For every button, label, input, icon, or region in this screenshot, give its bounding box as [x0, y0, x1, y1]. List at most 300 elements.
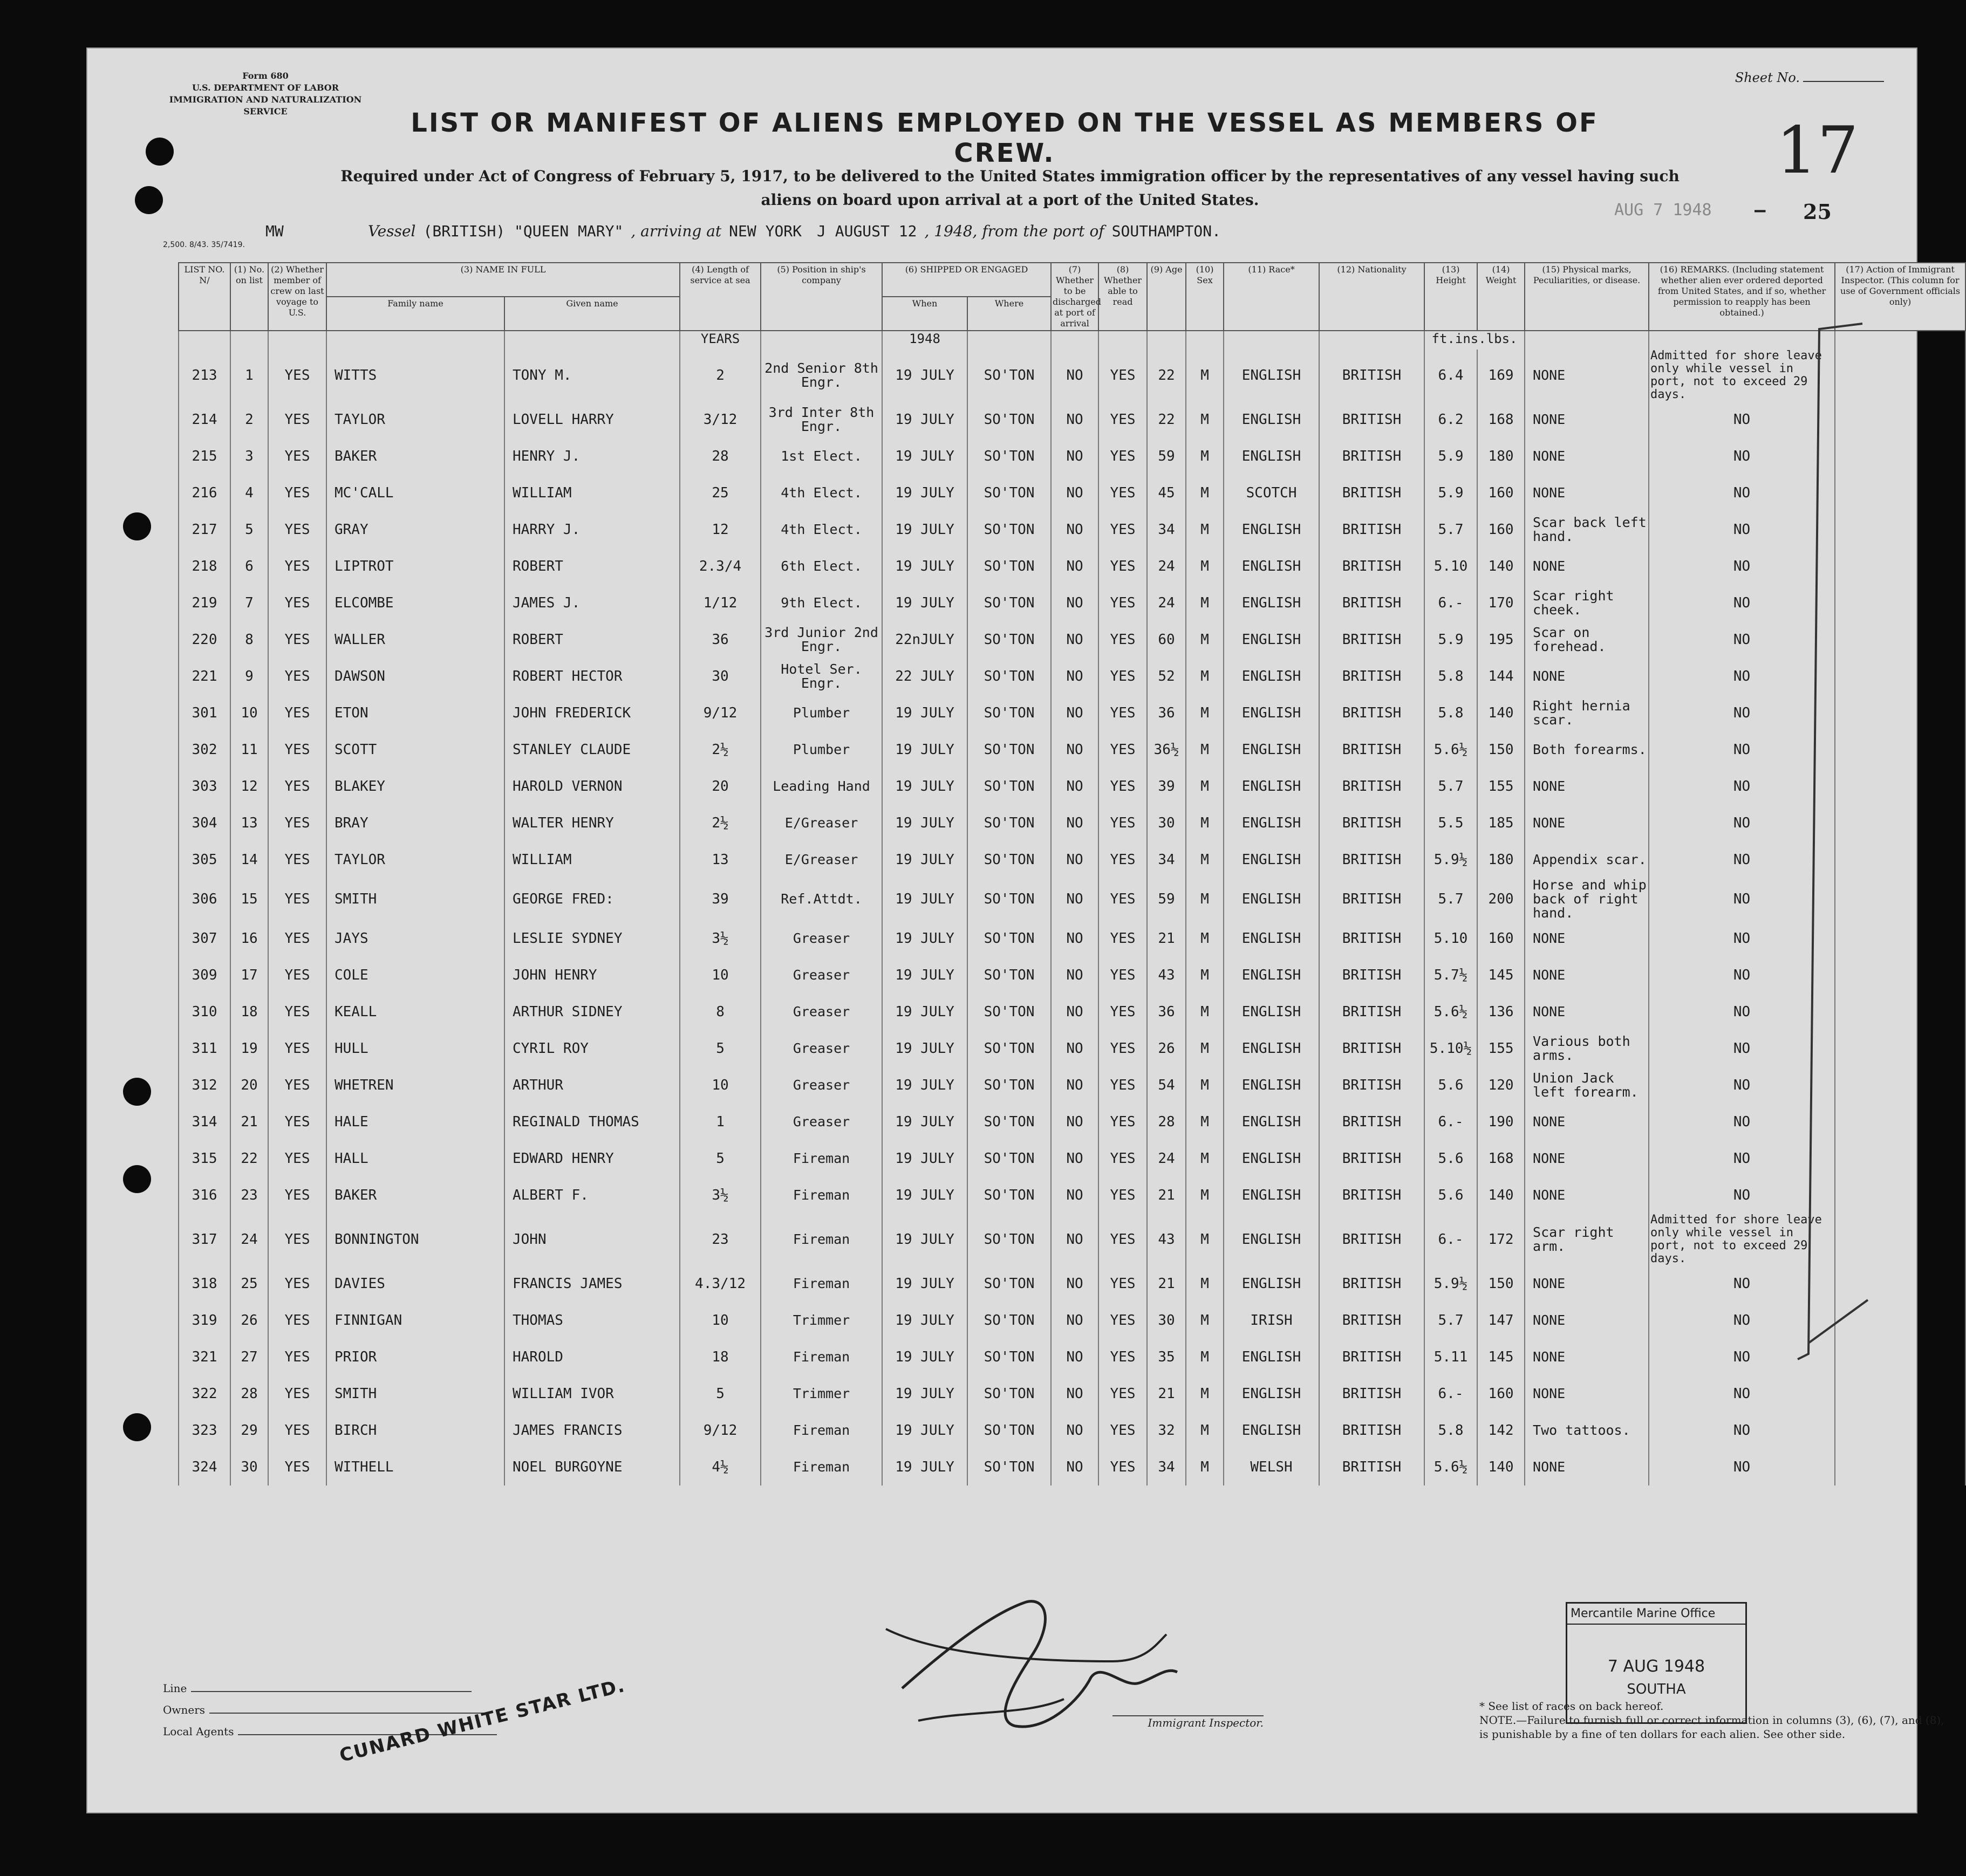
cell-marks: Two tattoos.: [1525, 1412, 1649, 1449]
cell-weight: 168: [1477, 1140, 1525, 1177]
cell-when: 19 JULY: [882, 731, 967, 768]
cell-list-ref: 218: [179, 548, 230, 585]
cell-sex: M: [1186, 731, 1224, 768]
cell-position: Fireman: [761, 1449, 882, 1485]
cell-family-name: TAYLOR: [326, 841, 504, 878]
cell-service: 39: [680, 878, 761, 920]
cell-age: 35: [1147, 1339, 1186, 1375]
cell-sex: M: [1186, 1104, 1224, 1140]
cell-race: ENGLISH: [1224, 1375, 1319, 1412]
cell-where: SO'TON: [967, 621, 1051, 658]
cell-service: 30: [680, 658, 761, 695]
cell-previous-voyage: YES: [268, 548, 326, 585]
cell-height: 6.-: [1424, 1104, 1477, 1140]
cell-age: 32: [1147, 1412, 1186, 1449]
cell-when: 19 JULY: [882, 1412, 967, 1449]
cell-sex: M: [1186, 585, 1224, 621]
cell-read: YES: [1098, 1265, 1147, 1302]
cell-position: Fireman: [761, 1177, 882, 1214]
cell-weight: 160: [1477, 511, 1525, 548]
cell-nationality: BRITISH: [1319, 1030, 1424, 1067]
cell-age: 24: [1147, 1140, 1186, 1177]
cell-read: YES: [1098, 1214, 1147, 1265]
owners-field: [209, 1713, 490, 1714]
cell-no: 10: [230, 695, 268, 731]
cell-no: 15: [230, 878, 268, 920]
cell-given-name: JOHN: [504, 1214, 680, 1265]
cell-when: 19 JULY: [882, 438, 967, 475]
cell-race: ENGLISH: [1224, 1214, 1319, 1265]
cell-remarks: NO: [1649, 1375, 1835, 1412]
cell-marks: NONE: [1525, 401, 1649, 438]
cell-discharged: NO: [1051, 1302, 1098, 1339]
cell-given-name: JOHN FREDERICK: [504, 695, 680, 731]
cell-race: ENGLISH: [1224, 511, 1319, 548]
table-row: [179, 350, 1965, 401]
col-when: When: [882, 297, 967, 331]
cell-race: ENGLISH: [1224, 1140, 1319, 1177]
cell-where: SO'TON: [967, 1375, 1051, 1412]
cell-remarks: NO: [1649, 1177, 1835, 1214]
units-year: 1948: [882, 331, 967, 350]
col-where: Where: [967, 297, 1051, 331]
cell-marks: Scar right cheek.: [1525, 585, 1649, 621]
departure-port: SOUTHAMPTON.: [1111, 222, 1221, 240]
cell-where: SO'TON: [967, 511, 1051, 548]
cell-marks: NONE: [1525, 438, 1649, 475]
cell-family-name: BRAY: [326, 805, 504, 841]
cell-remarks: NO: [1649, 511, 1835, 548]
cell-age: 34: [1147, 511, 1186, 548]
cell-given-name: HAROLD VERNON: [504, 768, 680, 805]
cell-race: ENGLISH: [1224, 438, 1319, 475]
cell-nationality: BRITISH: [1319, 805, 1424, 841]
punch-hole: [123, 1413, 151, 1441]
table-row: [179, 1449, 1965, 1485]
cell-given-name: WILLIAM IVOR: [504, 1375, 680, 1412]
cell-no: 2: [230, 401, 268, 438]
cell-service: 25: [680, 475, 761, 511]
cell-family-name: BLAKEY: [326, 768, 504, 805]
cell-race: ENGLISH: [1224, 401, 1319, 438]
table-row: [179, 401, 1965, 438]
cell-no: 9: [230, 658, 268, 695]
cell-marks: NONE: [1525, 658, 1649, 695]
cell-given-name: ARTHUR: [504, 1067, 680, 1104]
cell-weight: 160: [1477, 1375, 1525, 1412]
table-row: [179, 1265, 1965, 1302]
col-remarks: (16) REMARKS. (Including statement whether alien ever ordered deported from United States, and if so, whether permission to reapply has been obtained.): [1649, 263, 1835, 331]
cell-read: YES: [1098, 695, 1147, 731]
cell-race: ENGLISH: [1224, 920, 1319, 957]
cell-marks: NONE: [1525, 1265, 1649, 1302]
cell-sex: M: [1186, 1030, 1224, 1067]
table-row: [179, 768, 1965, 805]
crew-table: [178, 262, 1966, 1485]
cell-previous-voyage: YES: [268, 1177, 326, 1214]
cell-race: ENGLISH: [1224, 1177, 1319, 1214]
cell-sex: M: [1186, 548, 1224, 585]
cell-family-name: HALE: [326, 1104, 504, 1140]
cell-where: SO'TON: [967, 585, 1051, 621]
cell-position: Trimmer: [761, 1302, 882, 1339]
cell-family-name: ELCOMBE: [326, 585, 504, 621]
table-row: [179, 548, 1965, 585]
cell-age: 59: [1147, 438, 1186, 475]
cell-marks: NONE: [1525, 1104, 1649, 1140]
cell-remarks: NO: [1649, 1067, 1835, 1104]
cell-read: YES: [1098, 957, 1147, 994]
cell-remarks: NO: [1649, 401, 1835, 438]
cell-given-name: STANLEY CLAUDE: [504, 731, 680, 768]
cell-race: ENGLISH: [1224, 994, 1319, 1030]
cell-list-ref: 318: [179, 1265, 230, 1302]
cell-service: 9/12: [680, 1412, 761, 1449]
table-row: [179, 695, 1965, 731]
cell-sex: M: [1186, 957, 1224, 994]
cell-given-name: WALTER HENRY: [504, 805, 680, 841]
cell-position: 4th Elect.: [761, 511, 882, 548]
cell-service: 3/12: [680, 401, 761, 438]
cell-sex: M: [1186, 1302, 1224, 1339]
col-name: (3) NAME IN FULL: [326, 263, 680, 297]
cell-remarks: NO: [1649, 1449, 1835, 1485]
cell-read: YES: [1098, 1302, 1147, 1339]
cell-discharged: NO: [1051, 1449, 1098, 1485]
cell-read: YES: [1098, 1140, 1147, 1177]
cell-list-ref: 219: [179, 585, 230, 621]
cell-given-name: ARTHUR SIDNEY: [504, 994, 680, 1030]
cell-race: ENGLISH: [1224, 621, 1319, 658]
cell-read: YES: [1098, 438, 1147, 475]
cell-no: 8: [230, 621, 268, 658]
cell-service: 5: [680, 1030, 761, 1067]
form-line: Form 680: [242, 71, 289, 81]
cell-family-name: DAWSON: [326, 658, 504, 695]
cell-remarks: NO: [1649, 731, 1835, 768]
cell-list-ref: 306: [179, 878, 230, 920]
cell-height: 5.7½: [1424, 957, 1477, 994]
cell-given-name: HARRY J.: [504, 511, 680, 548]
table-row: [179, 994, 1965, 1030]
agents-label-text: Local Agents: [163, 1725, 234, 1738]
cell-marks: NONE: [1525, 1449, 1649, 1485]
cell-previous-voyage: YES: [268, 585, 326, 621]
cell-weight: 140: [1477, 1449, 1525, 1485]
races-note: * See list of races on back hereof.: [1479, 1700, 1664, 1713]
cell-race: ENGLISH: [1224, 1104, 1319, 1140]
cell-marks: Union Jack left forearm.: [1525, 1067, 1649, 1104]
cell-list-ref: 317: [179, 1214, 230, 1265]
cell-age: 36: [1147, 695, 1186, 731]
cell-sex: M: [1186, 1449, 1224, 1485]
cell-weight: 140: [1477, 695, 1525, 731]
cell-position: E/Greaser: [761, 841, 882, 878]
cell-previous-voyage: YES: [268, 695, 326, 731]
cell-marks: Scar on forehead.: [1525, 621, 1649, 658]
cell-given-name: ALBERT F.: [504, 1177, 680, 1214]
cell-marks: NONE: [1525, 548, 1649, 585]
cell-nationality: BRITISH: [1319, 1140, 1424, 1177]
cell-given-name: WILLIAM: [504, 841, 680, 878]
cell-discharged: NO: [1051, 768, 1098, 805]
cell-discharged: NO: [1051, 1030, 1098, 1067]
cell-marks: NONE: [1525, 957, 1649, 994]
agent-stamp: CUNARD WHITE STAR LTD.: [337, 1674, 627, 1767]
cell-discharged: NO: [1051, 1177, 1098, 1214]
cell-weight: 144: [1477, 658, 1525, 695]
cell-race: ENGLISH: [1224, 1339, 1319, 1375]
cell-age: 30: [1147, 1302, 1186, 1339]
cell-remarks: NO: [1649, 841, 1835, 878]
cell-where: SO'TON: [967, 1030, 1051, 1067]
cell-height: 5.9: [1424, 475, 1477, 511]
cell-when: 19 JULY: [882, 1339, 967, 1375]
cell-service: 8: [680, 994, 761, 1030]
cell-no: 7: [230, 585, 268, 621]
cell-where: SO'TON: [967, 658, 1051, 695]
cell-age: 43: [1147, 957, 1186, 994]
cell-service: 4.3/12: [680, 1265, 761, 1302]
cell-nationality: BRITISH: [1319, 1302, 1424, 1339]
cell-when: 19 JULY: [882, 1214, 967, 1265]
cell-previous-voyage: YES: [268, 1412, 326, 1449]
cell-service: 2: [680, 350, 761, 401]
cell-action: [1835, 1412, 1965, 1449]
cell-height: 5.6: [1424, 1177, 1477, 1214]
cell-previous-voyage: YES: [268, 401, 326, 438]
col-service: (4) Length of service at sea: [680, 263, 761, 331]
cell-nationality: BRITISH: [1319, 768, 1424, 805]
cell-position: Greaser: [761, 994, 882, 1030]
cell-height: 5.8: [1424, 658, 1477, 695]
cell-where: SO'TON: [967, 1412, 1051, 1449]
cell-race: ENGLISH: [1224, 1030, 1319, 1067]
cell-position: 2nd Senior 8th Engr.: [761, 350, 882, 401]
cell-previous-voyage: YES: [268, 1339, 326, 1375]
cell-family-name: WHETREN: [326, 1067, 504, 1104]
cell-position: 6th Elect.: [761, 548, 882, 585]
cell-when: 19 JULY: [882, 585, 967, 621]
cell-marks: NONE: [1525, 1375, 1649, 1412]
cell-discharged: NO: [1051, 920, 1098, 957]
arrival-date: J AUGUST 12: [817, 222, 917, 240]
table-row: [179, 731, 1965, 768]
cell-service: 13: [680, 841, 761, 878]
cell-read: YES: [1098, 920, 1147, 957]
dash: –: [1755, 200, 1766, 221]
cell-position: Ref.Attdt.: [761, 878, 882, 920]
cell-no: 28: [230, 1375, 268, 1412]
cell-family-name: SCOTT: [326, 731, 504, 768]
cell-weight: 150: [1477, 1265, 1525, 1302]
cell-where: SO'TON: [967, 1177, 1051, 1214]
cell-when: 19 JULY: [882, 511, 967, 548]
cell-no: 3: [230, 438, 268, 475]
cell-service: 1: [680, 1104, 761, 1140]
cell-given-name: FRANCIS JAMES: [504, 1265, 680, 1302]
cell-marks: Scar back left hand.: [1525, 511, 1649, 548]
cell-list-ref: 302: [179, 731, 230, 768]
cell-weight: 155: [1477, 768, 1525, 805]
col-previous-voyage: (2) Whether member of crew on last voyage to U.S.: [268, 263, 326, 331]
cell-read: YES: [1098, 511, 1147, 548]
cell-nationality: BRITISH: [1319, 350, 1424, 401]
cell-where: SO'TON: [967, 1067, 1051, 1104]
cell-nationality: BRITISH: [1319, 1339, 1424, 1375]
cell-previous-voyage: YES: [268, 1302, 326, 1339]
cell-height: 6.4: [1424, 350, 1477, 401]
cell-age: 30: [1147, 805, 1186, 841]
cell-remarks: NO: [1649, 768, 1835, 805]
cell-list-ref: 214: [179, 401, 230, 438]
cell-marks: Various both arms.: [1525, 1030, 1649, 1067]
cell-position: Greaser: [761, 920, 882, 957]
sheet-label-text: Sheet No.: [1735, 70, 1800, 85]
cell-service: 18: [680, 1339, 761, 1375]
table-row: [179, 438, 1965, 475]
cell-read: YES: [1098, 1412, 1147, 1449]
cell-family-name: COLE: [326, 957, 504, 994]
cell-no: 26: [230, 1302, 268, 1339]
cell-age: 59: [1147, 878, 1186, 920]
cell-family-name: MC'CALL: [326, 475, 504, 511]
cell-marks: Right hernia scar.: [1525, 695, 1649, 731]
cell-height: 5.6½: [1424, 1449, 1477, 1485]
cell-nationality: BRITISH: [1319, 920, 1424, 957]
cell-list-ref: 315: [179, 1140, 230, 1177]
cell-weight: 180: [1477, 841, 1525, 878]
cell-read: YES: [1098, 621, 1147, 658]
cell-family-name: GRAY: [326, 511, 504, 548]
cell-sex: M: [1186, 511, 1224, 548]
table-row: [179, 621, 1965, 658]
cell-sex: M: [1186, 475, 1224, 511]
cell-height: 5.9: [1424, 438, 1477, 475]
cell-nationality: BRITISH: [1319, 1104, 1424, 1140]
cell-remarks: NO: [1649, 548, 1835, 585]
cell-where: SO'TON: [967, 841, 1051, 878]
punch-hole: [123, 1165, 151, 1193]
cell-given-name: HAROLD: [504, 1339, 680, 1375]
cell-marks: NONE: [1525, 1177, 1649, 1214]
cell-discharged: NO: [1051, 731, 1098, 768]
cell-discharged: NO: [1051, 1104, 1098, 1140]
cell-given-name: LOVELL HARRY: [504, 401, 680, 438]
cell-position: Greaser: [761, 957, 882, 994]
cell-nationality: BRITISH: [1319, 401, 1424, 438]
table-row: [179, 920, 1965, 957]
cell-age: 21: [1147, 920, 1186, 957]
vessel-prefix: MW: [265, 222, 284, 240]
cell-discharged: NO: [1051, 401, 1098, 438]
cell-remarks: NO: [1649, 1030, 1835, 1067]
cell-list-ref: 213: [179, 350, 230, 401]
cell-family-name: PRIOR: [326, 1339, 504, 1375]
cell-no: 22: [230, 1140, 268, 1177]
cell-age: 34: [1147, 841, 1186, 878]
cell-given-name: CYRIL ROY: [504, 1030, 680, 1067]
cell-previous-voyage: YES: [268, 658, 326, 695]
cell-weight: 145: [1477, 957, 1525, 994]
cell-where: SO'TON: [967, 548, 1051, 585]
cell-weight: 195: [1477, 621, 1525, 658]
cell-given-name: NOEL BURGOYNE: [504, 1449, 680, 1485]
cell-weight: 185: [1477, 805, 1525, 841]
cell-no: 13: [230, 805, 268, 841]
cell-discharged: NO: [1051, 1214, 1098, 1265]
cell-nationality: BRITISH: [1319, 1067, 1424, 1104]
cell-age: 36½: [1147, 731, 1186, 768]
cell-where: SO'TON: [967, 1339, 1051, 1375]
cell-sex: M: [1186, 621, 1224, 658]
cell-previous-voyage: YES: [268, 350, 326, 401]
cell-given-name: ROBERT: [504, 548, 680, 585]
cell-remarks: NO: [1649, 585, 1835, 621]
cell-given-name: THOMAS: [504, 1302, 680, 1339]
cell-previous-voyage: YES: [268, 994, 326, 1030]
cell-list-ref: 309: [179, 957, 230, 994]
col-age: (9) Age: [1147, 263, 1186, 331]
cell-when: 19 JULY: [882, 994, 967, 1030]
cell-nationality: BRITISH: [1319, 1449, 1424, 1485]
punch-hole: [146, 138, 174, 166]
cell-nationality: BRITISH: [1319, 994, 1424, 1030]
cell-read: YES: [1098, 841, 1147, 878]
col-action: (17) Action of Immigrant Inspector. (This column for use of Government officials only): [1835, 263, 1965, 331]
col-race: (11) Race*: [1224, 263, 1319, 331]
cell-previous-voyage: YES: [268, 621, 326, 658]
table-row: [179, 1177, 1965, 1214]
cell-no: 21: [230, 1104, 268, 1140]
table-row: [179, 1302, 1965, 1339]
cell-nationality: BRITISH: [1319, 957, 1424, 994]
cell-sex: M: [1186, 695, 1224, 731]
cell-age: 60: [1147, 621, 1186, 658]
cell-remarks: Admitted for shore leave only while vessel in port, not to exceed 29 days.: [1649, 1214, 1835, 1265]
table-row: [179, 957, 1965, 994]
cell-sex: M: [1186, 920, 1224, 957]
cell-nationality: BRITISH: [1319, 1265, 1424, 1302]
cell-sex: M: [1186, 878, 1224, 920]
cell-marks: Scar right arm.: [1525, 1214, 1649, 1265]
cell-where: SO'TON: [967, 1214, 1051, 1265]
cell-sex: M: [1186, 658, 1224, 695]
cell-race: ENGLISH: [1224, 1412, 1319, 1449]
cell-weight: 172: [1477, 1214, 1525, 1265]
cell-height: 5.7: [1424, 511, 1477, 548]
cell-family-name: ETON: [326, 695, 504, 731]
cell-no: 19: [230, 1030, 268, 1067]
cell-family-name: KEALL: [326, 994, 504, 1030]
cell-where: SO'TON: [967, 1104, 1051, 1140]
cell-remarks: NO: [1649, 994, 1835, 1030]
cell-discharged: NO: [1051, 1375, 1098, 1412]
cell-weight: 140: [1477, 1177, 1525, 1214]
col-height: (13) Height: [1424, 263, 1477, 331]
cell-where: SO'TON: [967, 731, 1051, 768]
cell-previous-voyage: YES: [268, 1265, 326, 1302]
punch-hole: [135, 186, 163, 214]
col-list-no: LIST NO. N/: [179, 263, 230, 331]
cell-height: 5.9½: [1424, 841, 1477, 878]
cell-weight: 190: [1477, 1104, 1525, 1140]
cell-list-ref: 322: [179, 1375, 230, 1412]
cell-race: ENGLISH: [1224, 878, 1319, 920]
cell-position: Greaser: [761, 1104, 882, 1140]
cell-family-name: DAVIES: [326, 1265, 504, 1302]
cell-list-ref: 301: [179, 695, 230, 731]
